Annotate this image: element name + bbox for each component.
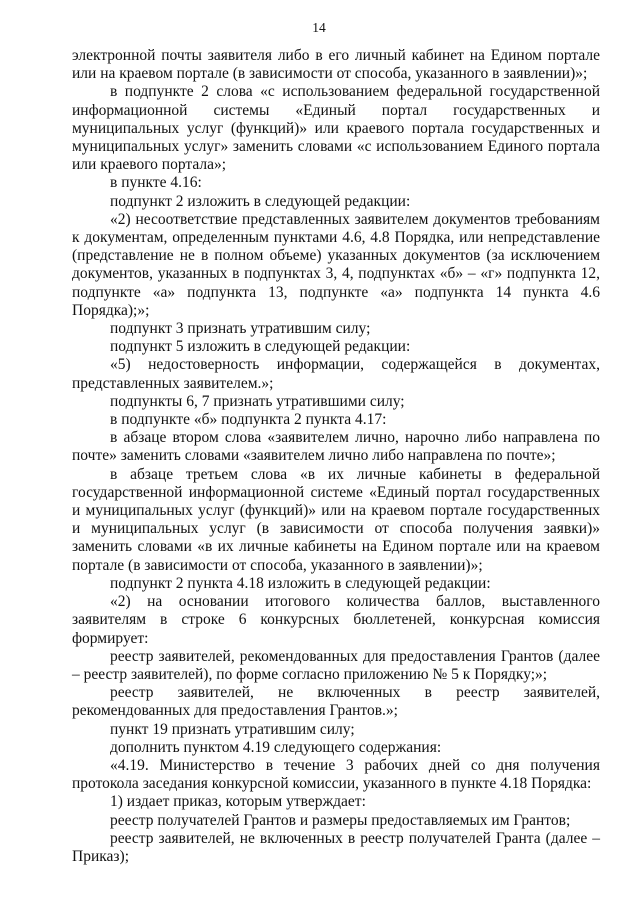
paragraph: в пункте 4.16: — [110, 174, 202, 192]
paragraph: реестр заявителей, не включенных в реестр получателей Гранта (далее – Приказ); — [72, 829, 600, 865]
page-number: 14 — [312, 20, 326, 35]
paragraph: в абзаце втором слова «заявителем лично, нарочно либо направлена по почте» заменить словами «заявителем лично либо направлена по почте»; — [72, 429, 600, 465]
paragraph: «2) на основании итогового количества баллов, выставленного заявителям в строке 6 конкурсных бюллетеней, конкурсная комиссия формирует: — [72, 593, 600, 647]
paragraph: 1) издает приказ, которым утверждает: — [110, 793, 366, 811]
paragraph: реестр получателей Грантов и размеры предоставляемых им Грантов; — [110, 811, 571, 829]
paragraph: дополнить пунктом 4.19 следующего содержания: — [110, 738, 442, 756]
paragraph: «4.19. Министерство в течение 3 рабочих дней со дня получения протокола заседания конкурсной комиссии, указанного в пункте 4.18 Порядка: — [72, 756, 600, 793]
paragraph: в абзаце третьем слова «в их личные кабинеты в федеральной государственной информационной системе «Единый портал государственных и муниципальных услуг (функций)» или на краевом портале государственных и муниципальных услуг (в зависимости от способа получения заявки)» заменить словами «в их личные кабинеты на Едином портале или на краевом портале (в зависимости от способа, указанного в заявлении)»; — [72, 465, 600, 574]
paragraph: «2) несоответствие представленных заявителем документов требованиям к документам, определенным пунктами 4.6, 4.8 Порядка, или непредставление (представление не в полном объеме) указанных документов (за исключением документов, указанных в подпунктах 3, 4, подпунктах «б» – «г» подпункта 12, подпункте «а» подпункта 13, подпункте «а» подпункта 14 пункта 4.6 Порядка);»; — [72, 210, 600, 319]
paragraph: подпункт 2 пункта 4.18 изложить в следующей редакции: — [110, 574, 491, 592]
paragraph: подпункт 5 изложить в следующей редакции: — [110, 338, 411, 356]
paragraph: в подпункте 2 слова «с использованием федеральной государственной информационной системы «Единый портал государственных и муниципальных услуг (функций)» или краевого портала государственных и муниципальных услуг» заменить словами «с использованием Единого портала или краевого портала»; — [72, 83, 600, 174]
paragraph: реестр заявителей, рекомендованных для предоставления Грантов (далее – реестр заявителей), по форме согласно приложению № 5 к Порядку;»; — [72, 647, 600, 683]
paragraph: подпункты 6, 7 признать утратившими силу; — [110, 392, 405, 410]
paragraph: подпункт 2 изложить в следующей редакции: — [110, 192, 411, 210]
document-body — [72, 47, 600, 866]
paragraph: «5) недостоверность информации, содержащейся в документах, представленных заявителем.»; — [72, 356, 600, 392]
paragraph: пункт 19 признать утратившим силу; — [110, 720, 355, 738]
paragraph: в подпункте «б» подпункта 2 пункта 4.17: — [110, 411, 387, 429]
paragraph: электронной почты заявителя либо в его личный кабинет на Едином портале или на краевом портале (в зависимости от способа, указанного в заявлении)»; — [72, 47, 600, 83]
paragraph: реестр заявителей, не включенных в реестр заявителей, рекомендованных для предоставления Грантов.»; — [72, 684, 600, 720]
paragraph: подпункт 3 признать утратившим силу; — [110, 320, 371, 338]
